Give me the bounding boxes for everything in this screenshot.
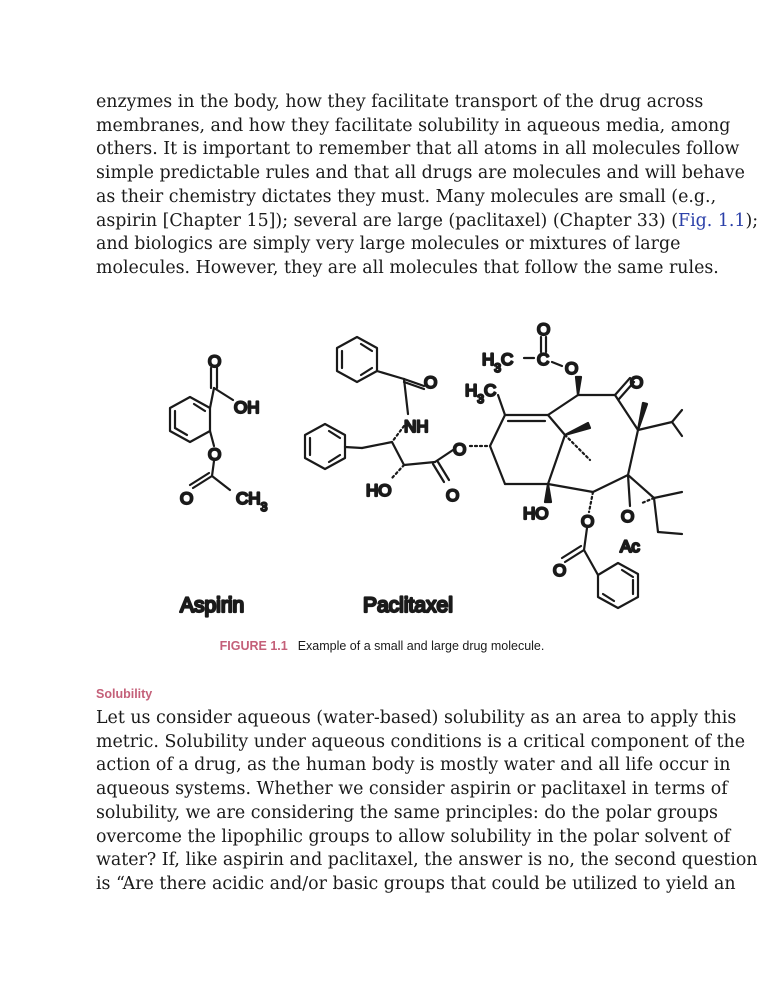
bond [214, 388, 233, 400]
aspirin-structure [170, 368, 233, 490]
text-line [96, 210, 759, 234]
bond [498, 395, 505, 415]
atom-label: NH [404, 417, 429, 436]
bond [210, 388, 214, 408]
text-line: solubility, we are considering the same principles: do the polar groups [96, 802, 718, 823]
atom-label: O [208, 445, 222, 464]
text-segment: aspirin [Chapter 15]); several are large (paclitaxel) (Chapter 33) ( [96, 210, 679, 231]
bond [565, 435, 590, 460]
text-line: simple predictable rules and that all drugs are molecules and will behave [96, 163, 745, 184]
figure-label: FIGURE 1.1 [219, 639, 288, 653]
atom-label: HO [523, 504, 549, 523]
paclitaxel-name: Paclitaxel [363, 594, 453, 617]
body-paragraph-2 [96, 707, 758, 897]
atom-label: O [565, 359, 579, 378]
wedge-bond [565, 423, 590, 435]
aspirin-name: Aspirin [180, 594, 245, 617]
text-line: others. It is important to remember that all atoms in all molecules follow [96, 139, 740, 160]
text-line: action of a drug, as the human body is mostly water and all life occur in [96, 755, 731, 776]
bond [654, 492, 682, 498]
bond [589, 492, 593, 512]
bond [672, 422, 682, 436]
atom-label: O [630, 373, 644, 392]
bond [392, 465, 404, 478]
atom-label: O [208, 352, 222, 371]
bond [654, 498, 658, 532]
bond [548, 435, 565, 484]
bond [433, 464, 444, 482]
bond [638, 422, 672, 430]
wedge-bond [638, 403, 647, 430]
bond [584, 550, 598, 575]
bond [584, 528, 587, 550]
bond [490, 446, 505, 484]
atom-label: $CH_3$ [236, 489, 268, 514]
bond [392, 442, 404, 465]
atom-label: O [553, 561, 567, 580]
bond [628, 475, 654, 498]
atom-label: O [621, 507, 635, 526]
bond [392, 426, 404, 442]
bond [548, 395, 578, 415]
bond [642, 498, 654, 503]
atom-label: O [424, 373, 438, 392]
bond [552, 362, 562, 366]
figure-link[interactable]: Fig. 1.1 [678, 210, 746, 231]
text-line: water? If, like aspirin and paclitaxel, the answer is no, the second question [96, 850, 758, 871]
text-line: is “Are there acidic and/or basic groups that could be utilized to yield an [96, 873, 736, 894]
bond [435, 450, 453, 462]
bond [548, 484, 593, 492]
atom-label: O [537, 320, 551, 339]
bond [404, 462, 435, 465]
text-line: aqueous systems. Whether we consider aspirin or paclitaxel in terms of [96, 779, 728, 800]
text-line: molecules. However, they are all molecules that follow the same rules. [96, 257, 719, 278]
bond [658, 532, 682, 534]
text-segment: ); [745, 210, 759, 231]
text-line: Let us consider aqueous (water-based) solubility as an area to apply this [96, 708, 737, 728]
wedge-bond [576, 377, 581, 395]
text-line: membranes, and how they facilitate solubility in aqueous media, among [96, 115, 731, 136]
bond [490, 415, 505, 446]
atom-label: $H_3C$ [482, 350, 514, 375]
bond [615, 395, 638, 430]
text-line: overcome the lipophilic groups to allow solubility in the polar solvent of [96, 826, 731, 847]
text-line: as their chemistry dictates they must. Many molecules are small (e.g., [96, 186, 717, 207]
figure-1-1 [0, 300, 772, 635]
body-paragraph-1 [96, 91, 759, 281]
bond [438, 462, 449, 480]
figure-caption [0, 639, 768, 653]
atom-label: O [446, 486, 460, 505]
atom-label: C [537, 350, 550, 369]
bond [672, 410, 682, 422]
text-line: and biologics are simply very large molecules or mixtures of large [96, 234, 681, 255]
wedge-bond [545, 484, 551, 502]
caption-text: Example of a small and large drug molecule. [297, 639, 545, 653]
bond [562, 546, 581, 558]
bond [362, 442, 392, 448]
atom-label: $H_3C$ [465, 381, 497, 406]
bond [615, 378, 630, 395]
bond [593, 475, 628, 492]
bond [565, 550, 584, 562]
paclitaxel-structure [305, 337, 682, 608]
bond [212, 476, 230, 490]
atom-label: OH [234, 398, 260, 417]
atom-label: O [581, 512, 595, 531]
text-line: enzymes in the body, how they facilitate transport of the drug across [96, 92, 704, 112]
bond [628, 475, 630, 506]
bond [548, 415, 565, 435]
bond [377, 371, 404, 379]
bond [345, 447, 362, 448]
atom-label: Ac [620, 537, 640, 556]
atom-label: HO [366, 481, 392, 500]
bond [628, 430, 638, 475]
bond [210, 431, 214, 446]
text-line: metric. Solubility under aqueous conditions is a critical component of the [96, 731, 746, 752]
atom-label: O [180, 489, 194, 508]
atom-label: O [453, 440, 467, 459]
section-heading: Solubility [96, 687, 153, 701]
